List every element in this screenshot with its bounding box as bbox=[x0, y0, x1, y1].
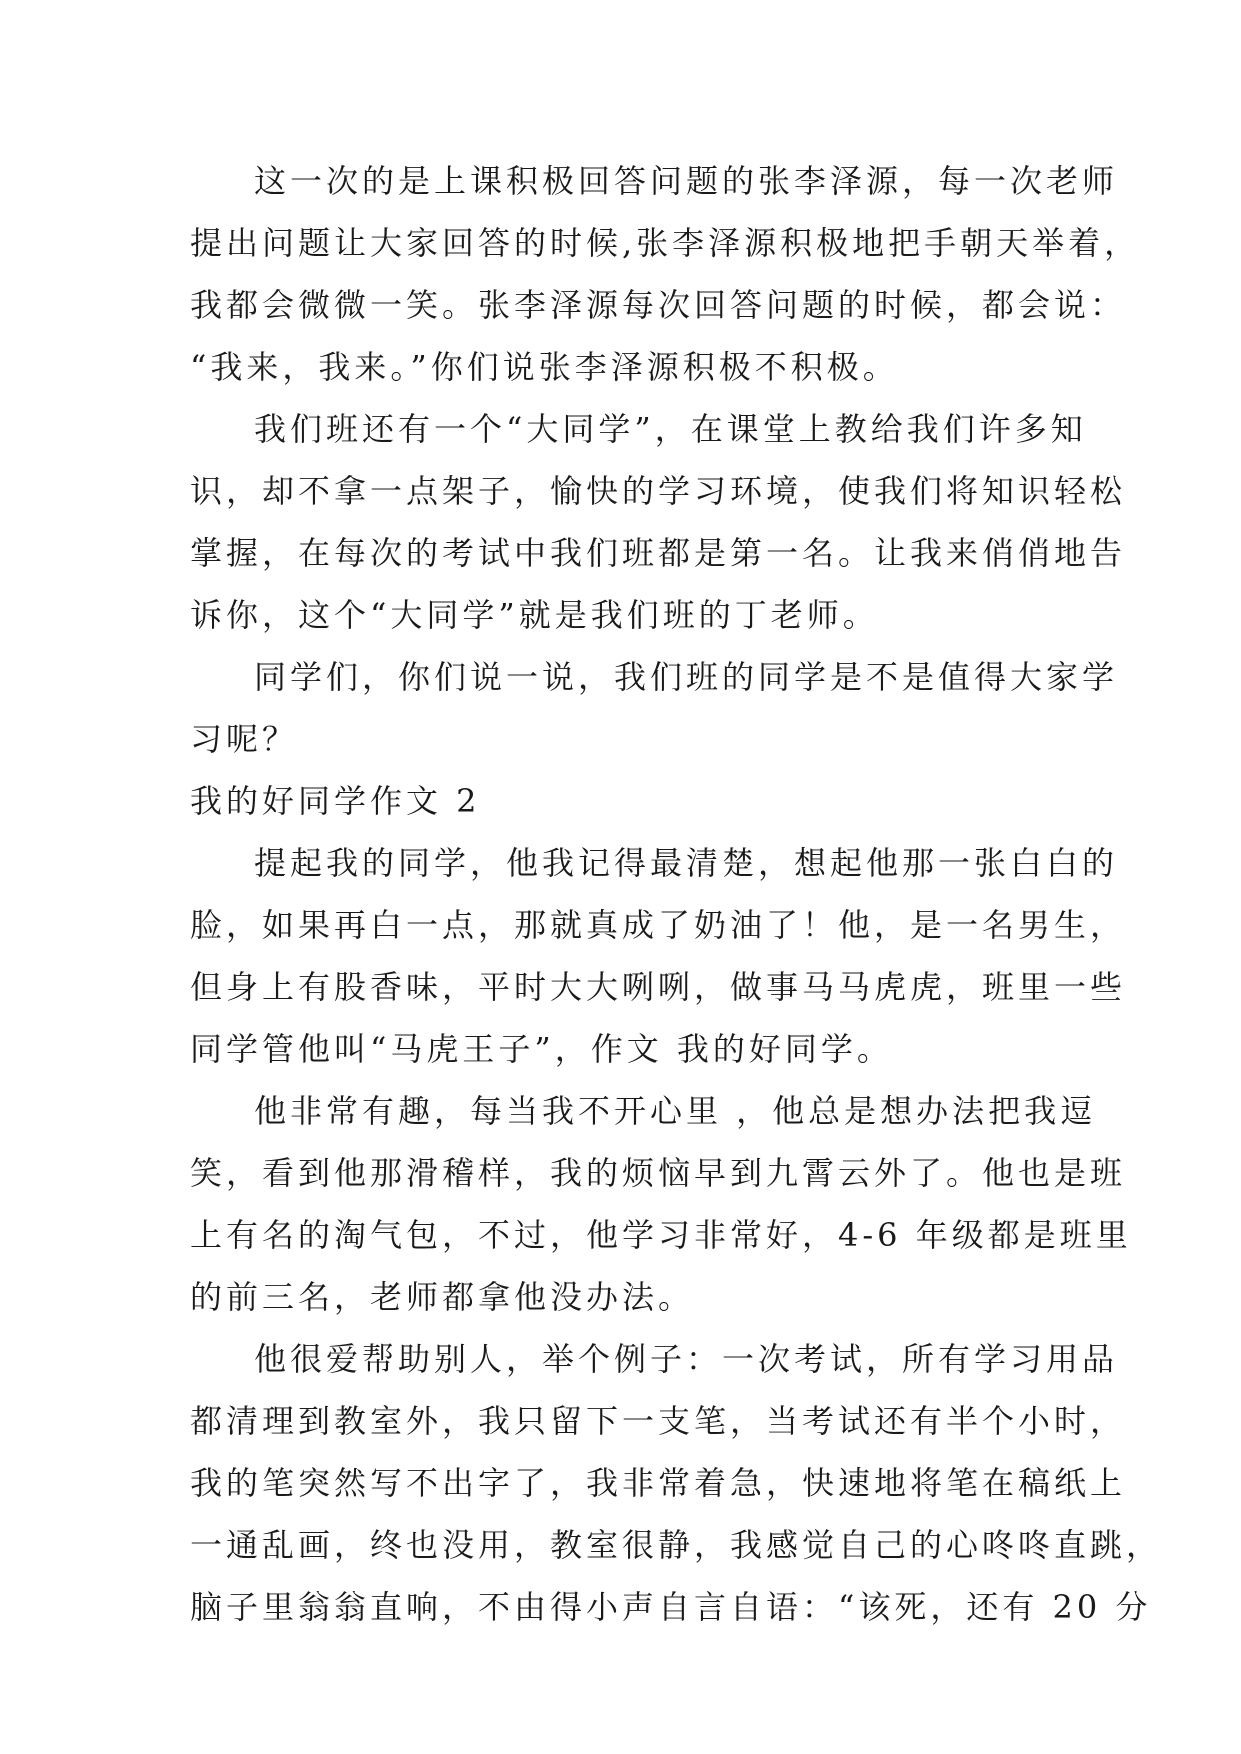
paragraph-line: 我的笔突然写不出字了，我非常着急，快速地将笔在稿纸上 bbox=[190, 1464, 1127, 1502]
paragraph-line: 他非常有趣，每当我不开心里 ，他总是想办法把我逗 bbox=[254, 1092, 1097, 1130]
paragraph-line: 我都会微微一笑。张李泽源每次回答问题的时候，都会说： bbox=[190, 286, 1127, 324]
paragraph-line: 同学们，你们说一说，我们班的同学是不是值得大家学 bbox=[254, 658, 1119, 696]
paragraph-line: 但身上有股香味，平时大大咧咧，做事马马虎虎，班里一些 bbox=[190, 968, 1127, 1006]
paragraph-line: 脸，如果再白一点，那就真成了奶油了！他，是一名男生， bbox=[190, 906, 1127, 944]
paragraph-line: 这一次的是上课积极回答问题的张李泽源，每一次老师 bbox=[254, 162, 1119, 200]
paragraph-line: 同学管他叫“马虎王子”，作文 我的好同学。 bbox=[190, 1030, 893, 1068]
paragraph-line: 诉你，这个“大同学”就是我们班的丁老师。 bbox=[190, 596, 879, 634]
paragraph-line: 脑子里翁翁直响，不由得小声自言自语：“该死，还有 20 分 bbox=[190, 1588, 1152, 1626]
paragraph-line: 他很爱帮助别人，举个例子：一次考试，所有学习用品 bbox=[254, 1340, 1119, 1378]
document-body bbox=[190, 150, 1163, 1638]
paragraph-line: 我们班还有一个“大同学”，在课堂上教给我们许多知 bbox=[254, 410, 1087, 448]
paragraph-line: “我来，我来。”你们说张李泽源积极不积极。 bbox=[190, 348, 899, 386]
paragraph-line: 一通乱画，终也没用，教室很静，我感觉自己的心咚咚直跳， bbox=[190, 1526, 1163, 1564]
paragraph-line: 都清理到教室外，我只留下一支笔，当考试还有半个小时， bbox=[190, 1402, 1127, 1440]
paragraph-line: 上有名的淘气包，不过，他学习非常好，4-6 年级都是班里 bbox=[190, 1216, 1132, 1254]
paragraph-line: 提出问题让大家回答的时候,张李泽源积极地把手朝天举着， bbox=[190, 224, 1141, 262]
paragraph-line: 提起我的同学，他我记得最清楚，想起他那一张白白的 bbox=[254, 844, 1119, 882]
section-heading: 我的好同学作文 2 bbox=[190, 782, 481, 820]
paragraph-line: 掌握，在每次的考试中我们班都是第一名。让我来俏俏地告 bbox=[190, 534, 1127, 572]
paragraph-line: 习呢？ bbox=[190, 720, 299, 758]
paragraph-line: 笑，看到他那滑稽样，我的烦恼早到九霄云外了。他也是班 bbox=[190, 1154, 1127, 1192]
paragraph-line: 的前三名，老师都拿他没办法。 bbox=[190, 1278, 695, 1316]
paragraph-line: 识，却不拿一点架子，愉快的学习环境，使我们将知识轻松 bbox=[190, 472, 1127, 510]
